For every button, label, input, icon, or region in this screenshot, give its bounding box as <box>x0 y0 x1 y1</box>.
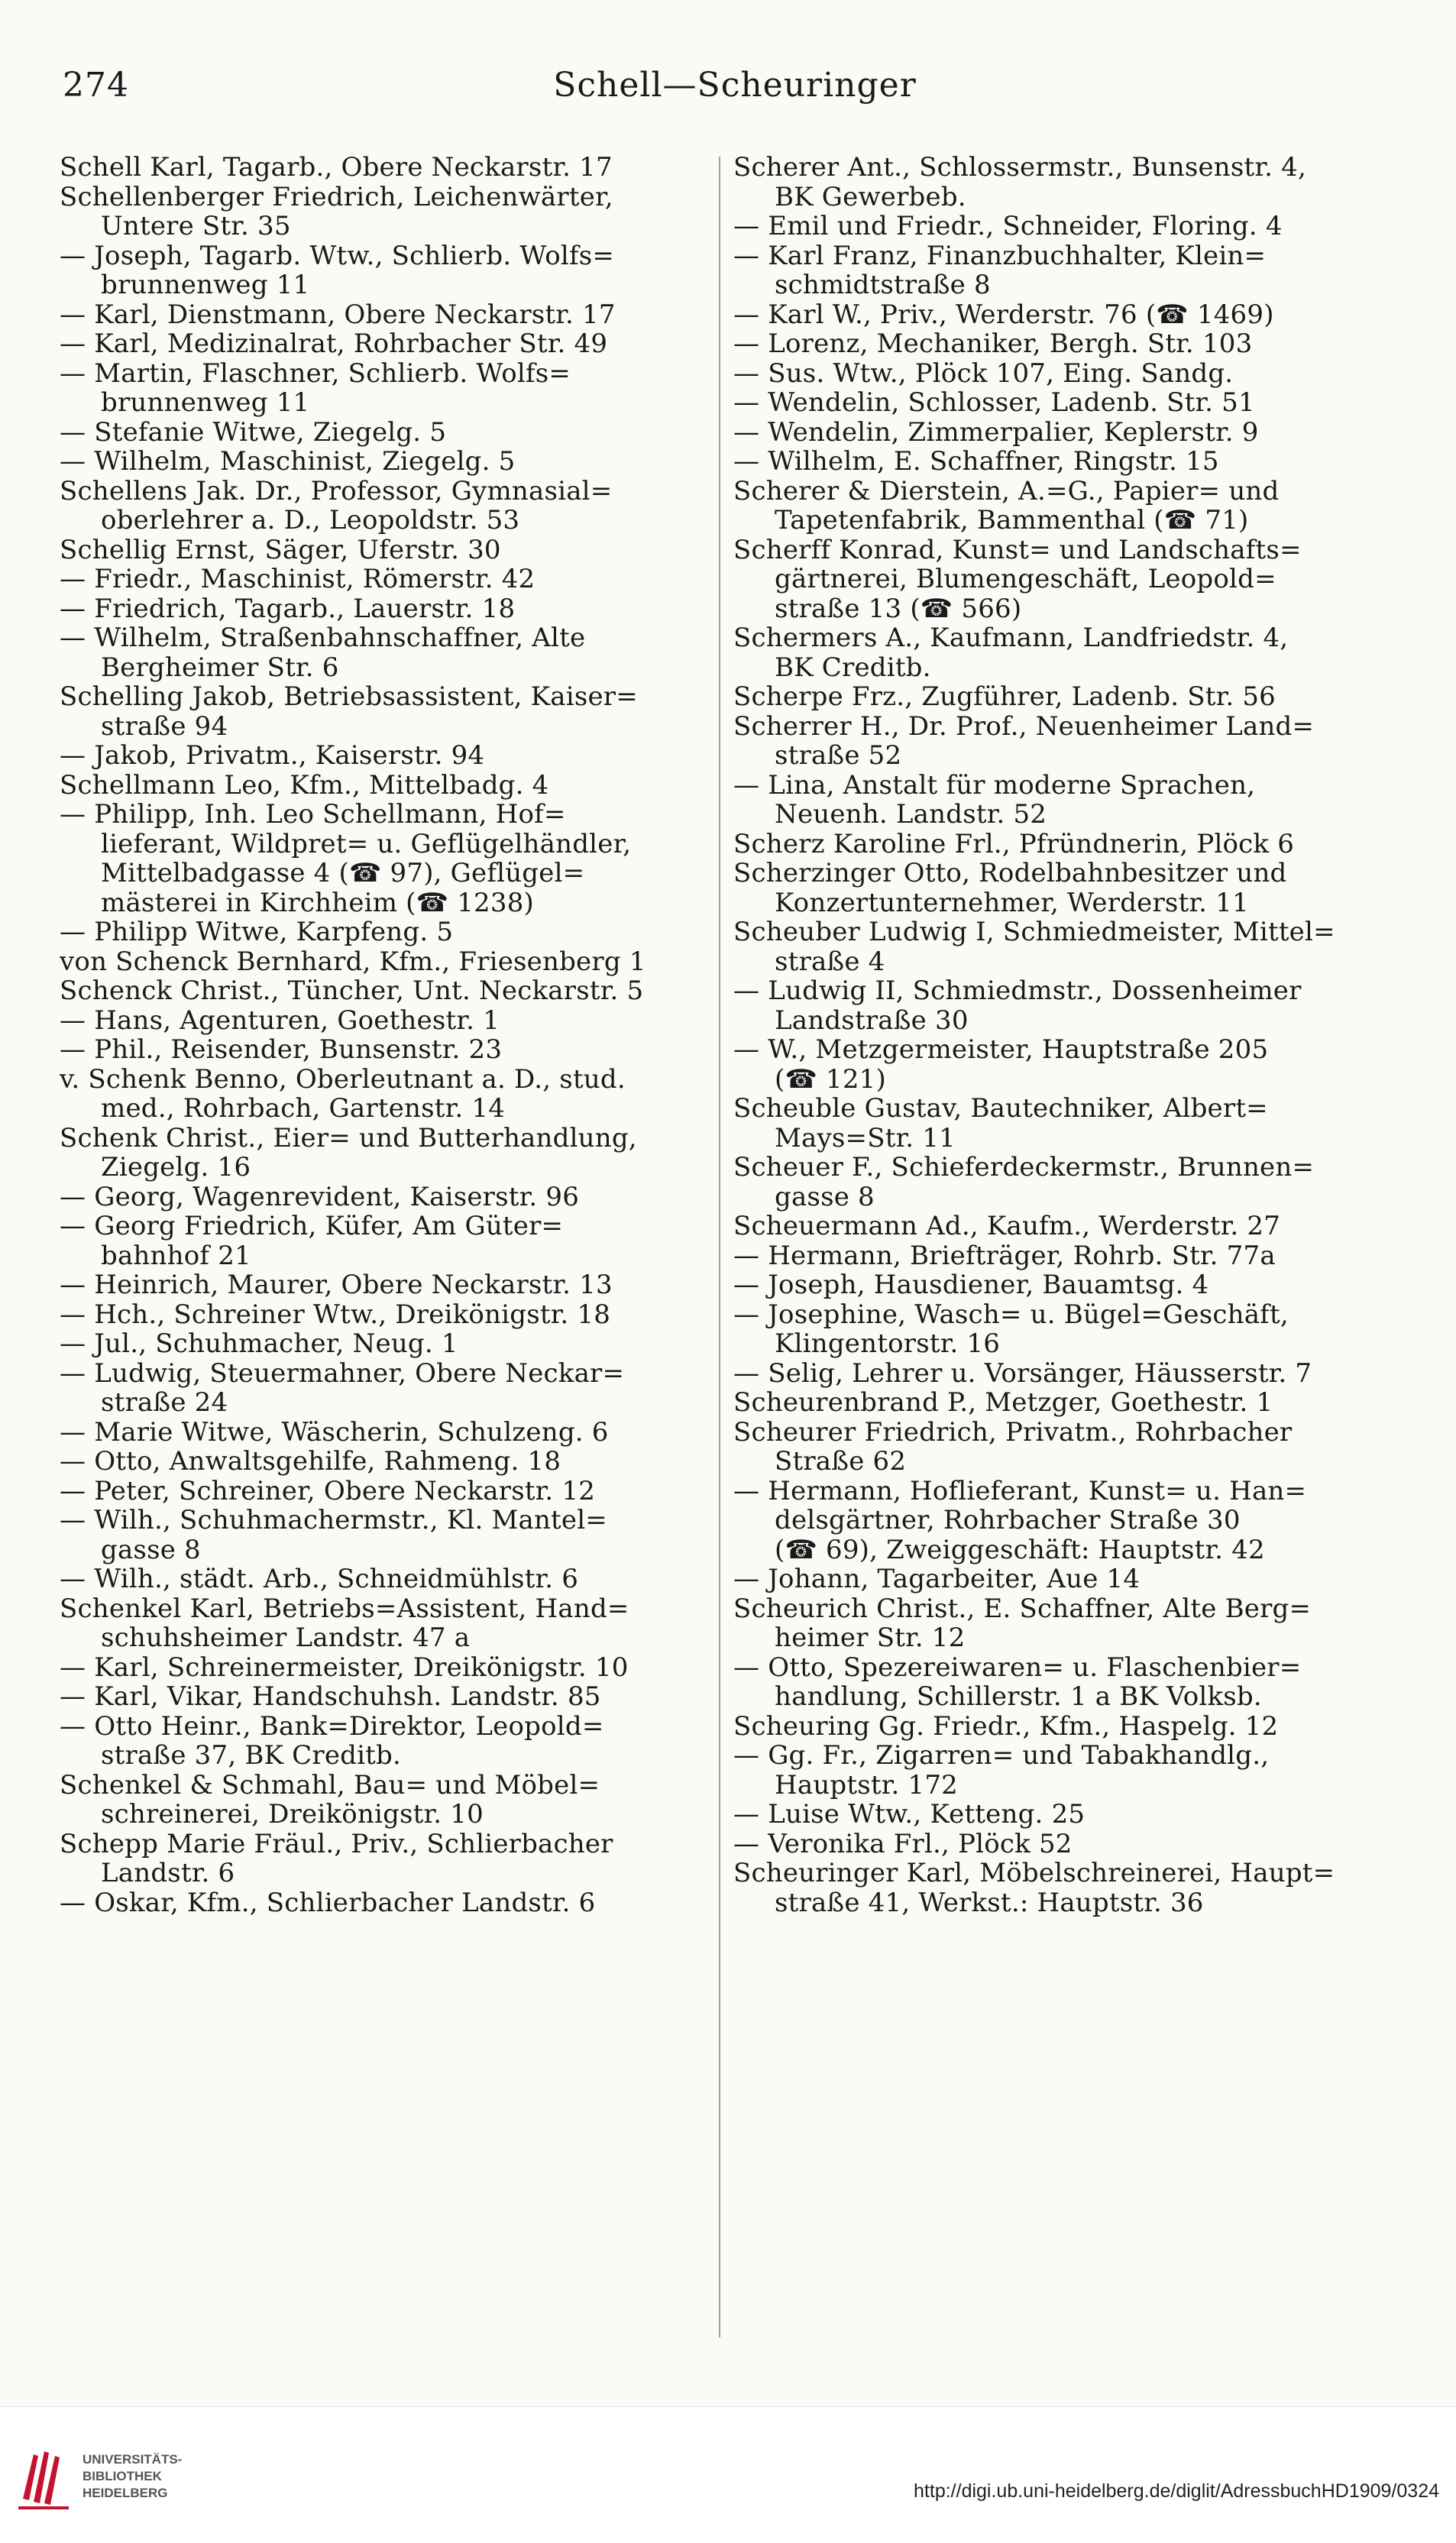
entry-continuation-line: delsgärtner, Rohrbacher Straße 30 <box>775 1506 1241 1535</box>
directory-entry <box>60 1183 739 1212</box>
entry-line: — Jul., Schuhmacher, Neug. 1 <box>60 1329 458 1359</box>
directory-entry <box>733 1712 1413 1742</box>
entry-continuation-line: schuhsheimer Landstr. 47 a <box>101 1623 471 1653</box>
directory-entry <box>733 535 1413 624</box>
entry-line: — Marie Witwe, Wäscherin, Schulzeng. 6 <box>60 1417 609 1447</box>
entry-line: — Oskar, Kfm., Schlierbacher Landstr. 6 <box>60 1888 596 1917</box>
entry-line: Schell Karl, Tagarb., Obere Neckarstr. 17 <box>60 153 613 183</box>
directory-entry <box>60 1506 739 1564</box>
directory-entry <box>60 1830 739 1888</box>
directory-entry <box>60 1594 739 1653</box>
directory-entry <box>733 1477 1413 1565</box>
directory-entry <box>733 1741 1413 1800</box>
directory-entry <box>60 1270 739 1300</box>
entry-line: — Karl, Schreinermeister, Dreikönigstr. 10 <box>60 1652 629 1682</box>
directory-entry <box>733 359 1413 389</box>
page-number: 274 <box>63 66 129 105</box>
directory-entry <box>733 1418 1413 1477</box>
directory-entry <box>60 800 739 917</box>
directory-entry <box>60 623 739 682</box>
directory-entry <box>60 1564 739 1594</box>
entry-continuation-line: straße 4 <box>775 946 885 976</box>
entry-continuation-line: med., Rohrbach, Gartenstr. 14 <box>101 1094 506 1124</box>
directory-entry <box>733 1800 1413 1830</box>
entry-line: Scherpe Frz., Zugführer, Ladenb. Str. 56 <box>733 682 1276 712</box>
entry-continuation-line: straße 13 (☎ 566) <box>775 594 1022 623</box>
directory-entry <box>733 712 1413 771</box>
entry-line: — Georg Friedrich, Küfer, Am Güter= <box>60 1212 564 1241</box>
library-name <box>83 2451 182 2502</box>
entry-line: — Ludwig, Steuermahner, Obere Neckar= <box>60 1358 625 1388</box>
entry-continuation-line: brunnenweg 11 <box>101 388 310 418</box>
entry-continuation-line: Mays=Str. 11 <box>775 1123 956 1153</box>
directory-entry <box>60 594 739 624</box>
directory-entry <box>733 1153 1413 1212</box>
entry-line: — Selig, Lehrer u. Vorsänger, Häusserstr. 7 <box>733 1358 1312 1388</box>
entry-line: Schellmann Leo, Kfm., Mittelbadg. 4 <box>60 770 549 800</box>
entry-continuation-line: handlung, Schillerstr. 1 a BK Volksb. <box>775 1682 1262 1712</box>
entry-line: Scherer & Dierstein, A.=G., Papier= und <box>733 476 1280 506</box>
entry-line: Schelling Jakob, Betriebsassistent, Kaiser= <box>60 682 638 712</box>
entry-line: — Karl W., Priv., Werderstr. 76 (☎ 1469) <box>733 299 1274 329</box>
entry-line: — W., Metzgermeister, Hauptstraße 205 <box>733 1035 1269 1065</box>
directory-entry <box>733 153 1413 212</box>
entry-line: — Lorenz, Mechaniker, Bergh. Str. 103 <box>733 329 1253 359</box>
directory-entry <box>60 1035 739 1065</box>
directory-entry <box>733 477 1413 535</box>
directory-entry <box>60 917 739 947</box>
directory-entry <box>733 623 1413 682</box>
entry-line: — Emil und Friedr., Schneider, Floring. 4 <box>733 212 1283 241</box>
entry-line: — Stefanie Witwe, Ziegelg. 5 <box>60 417 447 447</box>
library-name-line: HEIDELBERG <box>83 2486 168 2500</box>
entry-line: Schellenberger Friedrich, Leichenwärter, <box>60 182 613 212</box>
entry-line: Schenkel & Schmahl, Bau= und Möbel= <box>60 1770 600 1800</box>
directory-entry <box>60 1006 739 1036</box>
entry-continuation-line: lieferant, Wildpret= u. Geflügelhändler, <box>101 829 632 859</box>
entry-line: Schepp Marie Fräul., Priv., Schlierbacher <box>60 1829 613 1859</box>
entry-continuation-line: straße 94 <box>101 711 228 741</box>
directory-entry <box>733 300 1413 330</box>
entry-line: Scheuermann Ad., Kaufm., Werderstr. 27 <box>733 1212 1281 1241</box>
directory-entry <box>733 1359 1413 1389</box>
entry-continuation-line: Straße 62 <box>775 1447 907 1477</box>
entry-line: — Hans, Agenturen, Goethestr. 1 <box>60 1005 500 1035</box>
entry-continuation-line: schreinerei, Dreikönigstr. 10 <box>101 1800 484 1830</box>
entry-continuation-line: straße 24 <box>101 1388 228 1418</box>
entry-line: — Gg. Fr., Zigarren= und Tabakhandlg., <box>733 1741 1270 1771</box>
directory-entry <box>60 1300 739 1330</box>
directory-entry <box>733 1270 1413 1300</box>
entry-line: — Friedrich, Tagarb., Lauerstr. 18 <box>60 594 516 623</box>
directory-entry <box>733 859 1413 917</box>
entry-continuation-line: Konzertunternehmer, Werderstr. 11 <box>775 888 1249 917</box>
directory-entry <box>733 830 1413 859</box>
entry-line: Scheuber Ludwig I, Schmiedmeister, Mittel= <box>733 917 1335 947</box>
entry-line: — Wilh., Schuhmachermstr., Kl. Mantel= <box>60 1506 607 1535</box>
directory-entry <box>733 771 1413 830</box>
entry-line: — Luise Wtw., Ketteng. 25 <box>733 1800 1086 1830</box>
entry-line: — Otto, Spezereiwaren= u. Flaschenbier= <box>733 1652 1302 1682</box>
directory-entry <box>60 241 739 300</box>
entry-line: — Jakob, Privatm., Kaiserstr. 94 <box>60 741 485 771</box>
directory-entry <box>60 359 739 418</box>
right-column <box>733 153 1413 1917</box>
entry-line: Scherz Karoline Frl., Pfründnerin, Plöck 6 <box>733 829 1295 859</box>
directory-entry <box>60 447 739 477</box>
directory-entry <box>60 1712 739 1771</box>
entry-line: — Lina, Anstalt für moderne Sprachen, <box>733 770 1256 800</box>
entry-line: Scheuer F., Schieferdeckermstr., Brunnen= <box>733 1153 1315 1183</box>
entry-line: — Philipp, Inh. Leo Schellmann, Hof= <box>60 800 566 830</box>
entry-line: Scherer Ant., Schlossermstr., Bunsenstr. 4, <box>733 153 1306 183</box>
directory-entry <box>733 1653 1413 1712</box>
entry-continuation-line: (☎ 121) <box>775 1064 886 1094</box>
directory-entry <box>733 917 1413 976</box>
entry-line: — Hch., Schreiner Wtw., Dreikönigstr. 18 <box>60 1299 611 1329</box>
directory-entry <box>60 1418 739 1448</box>
entry-continuation-line: gärtnerei, Blumengeschäft, Leopold= <box>775 565 1276 594</box>
entry-continuation-line: brunnenweg 11 <box>101 270 310 300</box>
entry-line: — Friedr., Maschinist, Römerstr. 42 <box>60 565 535 594</box>
directory-entry <box>60 183 739 241</box>
entry-line: — Wilhelm, Straßenbahnschaffner, Alte <box>60 623 586 653</box>
directory-entry <box>733 1094 1413 1153</box>
directory-entry <box>733 1859 1413 1917</box>
entry-continuation-line: Hauptstr. 172 <box>775 1770 958 1800</box>
entry-continuation-line: Neuenh. Landstr. 52 <box>775 800 1047 830</box>
entry-continuation-line: schmidtstraße 8 <box>775 270 991 300</box>
entry-line: — Karl, Medizinalrat, Rohrbacher Str. 49 <box>60 329 608 359</box>
directory-entry <box>60 1477 739 1506</box>
entry-line: — Wilhelm, Maschinist, Ziegelg. 5 <box>60 447 516 477</box>
entry-line: Scheurich Christ., E. Schaffner, Alte Berg= <box>733 1593 1312 1623</box>
entry-continuation-line: oberlehrer a. D., Leopoldstr. 53 <box>101 506 520 535</box>
running-head <box>55 63 1415 108</box>
footer-bar <box>0 2406 1456 2543</box>
directory-entry <box>60 1329 739 1359</box>
entry-line: — Otto, Anwaltsgehilfe, Rahmeng. 18 <box>60 1447 561 1477</box>
entry-line: — Wilh., städt. Arb., Schneidmühlstr. 6 <box>60 1564 579 1594</box>
directory-entry <box>60 418 739 448</box>
directory-entry <box>733 1830 1413 1859</box>
entry-line: Scherzinger Otto, Rodelbahnbesitzer und <box>733 859 1287 888</box>
entry-continuation-line: mästerei in Kirchheim (☎ 1238) <box>101 888 534 917</box>
entry-line: — Wendelin, Schlosser, Ladenb. Str. 51 <box>733 388 1255 418</box>
entry-continuation-line: Klingentorstr. 16 <box>775 1329 1001 1359</box>
directory-entry <box>60 771 739 801</box>
entry-line: — Joseph, Tagarb. Wtw., Schlierb. Wolfs= <box>60 241 615 270</box>
entry-line: Schermers A., Kaufmann, Landfriedstr. 4, <box>733 623 1289 653</box>
directory-entry <box>733 1241 1413 1271</box>
entry-line: — Sus. Wtw., Plöck 107, Eing. Sandg. <box>733 358 1234 388</box>
entry-line: — Martin, Flaschner, Schlierb. Wolfs= <box>60 358 571 388</box>
entry-continuation-line: straße 52 <box>775 741 902 771</box>
entry-continuation-line: (☎ 69), Zweiggeschäft: Hauptstr. 42 <box>775 1535 1265 1564</box>
entry-line: Scheurer Friedrich, Privatm., Rohrbacher <box>733 1417 1293 1447</box>
directory-entry <box>733 1035 1413 1094</box>
entry-continuation-line: Tapetenfabrik, Bammenthal (☎ 71) <box>775 506 1249 535</box>
directory-entry <box>733 1212 1413 1241</box>
directory-entry <box>60 300 739 330</box>
directory-entry <box>60 535 739 565</box>
left-column <box>60 153 739 1917</box>
directory-entry <box>733 1594 1413 1653</box>
entry-line: — Georg, Wagenrevident, Kaiserstr. 96 <box>60 1182 580 1212</box>
university-library-logo-icon <box>15 2445 73 2509</box>
entry-line: Schellig Ernst, Säger, Uferstr. 30 <box>60 535 501 565</box>
entry-line: von Schenck Bernhard, Kfm., Friesenberg 1 <box>60 946 646 976</box>
entry-line: Scheuble Gustav, Bautechniker, Albert= <box>733 1094 1268 1124</box>
entry-line: Scheurenbrand P., Metzger, Goethestr. 1 <box>733 1388 1273 1418</box>
entry-continuation-line: Landstraße 30 <box>775 1005 969 1035</box>
page-title: Schell—Scheuringer <box>553 66 917 105</box>
entry-line: — Karl, Dienstmann, Obere Neckarstr. 17 <box>60 299 616 329</box>
directory-entry <box>60 947 739 977</box>
directory-entry <box>60 329 739 359</box>
directory-entry <box>733 241 1413 300</box>
entry-line: Schenk Christ., Eier= und Butterhandlung, <box>60 1123 637 1153</box>
directory-entry <box>733 418 1413 448</box>
entry-continuation-line: heimer Str. 12 <box>775 1623 966 1653</box>
entry-continuation-line: straße 37, BK Creditb. <box>101 1741 402 1771</box>
entry-line: Scheuring Gg. Friedr., Kfm., Haspelg. 12 <box>733 1711 1279 1741</box>
directory-entry <box>60 1771 739 1830</box>
entry-line: — Wilhelm, E. Schaffner, Ringstr. 15 <box>733 447 1219 477</box>
entry-continuation-line: Landstr. 6 <box>101 1859 235 1888</box>
entry-line: Schenkel Karl, Betriebs=Assistent, Hand= <box>60 1593 629 1623</box>
directory-entry <box>733 212 1413 241</box>
directory-entry <box>733 1564 1413 1594</box>
directory-entry <box>60 1653 739 1683</box>
entry-line: v. Schenk Benno, Oberleutnant a. D., stud. <box>60 1064 626 1094</box>
directory-entry <box>60 1212 739 1270</box>
entry-line: Schenck Christ., Tüncher, Unt. Neckarstr. 5 <box>60 976 644 1006</box>
entry-line: — Josephine, Wasch= u. Bügel=Geschäft, <box>733 1299 1289 1329</box>
directory-entry <box>733 447 1413 477</box>
library-name-line: BIBLIOTHEK <box>83 2469 162 2483</box>
entry-continuation-line: gasse 8 <box>775 1182 875 1212</box>
entry-line: — Hermann, Briefträger, Rohrb. Str. 77a <box>733 1241 1276 1270</box>
directory-entry <box>60 153 739 183</box>
entry-continuation-line: bahnhof 21 <box>101 1241 251 1270</box>
entry-line: Scherff Konrad, Kunst= und Landschafts= <box>733 535 1302 565</box>
entry-line: — Peter, Schreiner, Obere Neckarstr. 12 <box>60 1476 596 1506</box>
directory-entry <box>60 565 739 594</box>
directory-entry <box>733 1300 1413 1359</box>
entry-continuation-line: Ziegelg. 16 <box>101 1153 251 1183</box>
directory-entry <box>60 1065 739 1124</box>
entry-line: Scheuringer Karl, Möbelschreinerei, Haupt= <box>733 1859 1335 1888</box>
directory-entry <box>60 1359 739 1418</box>
directory-entry <box>60 741 739 771</box>
entry-line: — Karl Franz, Finanzbuchhalter, Klein= <box>733 241 1267 270</box>
directory-entry <box>733 388 1413 418</box>
directory-entry <box>60 1124 739 1183</box>
entry-line: — Philipp Witwe, Karpfeng. 5 <box>60 917 454 947</box>
entry-line: — Joseph, Hausdiener, Bauamtsg. 4 <box>733 1270 1209 1300</box>
entry-continuation-line: BK Gewerbeb. <box>775 182 966 212</box>
entry-continuation-line: straße 41, Werkst.: Hauptstr. 36 <box>775 1888 1204 1917</box>
directory-entry <box>60 682 739 741</box>
directory-entry <box>733 1388 1413 1418</box>
directory-entry <box>60 1447 739 1477</box>
directory-entry <box>733 329 1413 359</box>
directory-entry <box>60 1682 739 1712</box>
entry-line: — Karl, Vikar, Handschuhsh. Landstr. 85 <box>60 1682 601 1712</box>
directory-entry <box>733 682 1413 712</box>
library-name-line: UNIVERSITÄTS- <box>83 2452 183 2467</box>
entry-line: — Phil., Reisender, Bunsenstr. 23 <box>60 1035 503 1065</box>
entry-continuation-line: Mittelbadgasse 4 (☎ 97), Geflügel= <box>101 859 585 888</box>
entry-line: — Hermann, Hoflieferant, Kunst= u. Han= <box>733 1476 1307 1506</box>
entry-line: — Wendelin, Zimmerpalier, Keplerstr. 9 <box>733 417 1259 447</box>
directory-entry <box>60 976 739 1006</box>
column-divider <box>719 157 720 2338</box>
directory-entry <box>733 976 1413 1035</box>
entry-continuation-line: BK Creditb. <box>775 652 931 682</box>
entry-continuation-line: Bergheimer Str. 6 <box>101 652 339 682</box>
entry-continuation-line: gasse 8 <box>101 1535 201 1564</box>
source-url-link[interactable]: http://digi.ub.uni-heidelberg.de/diglit/AdressbuchHD1909/0324 <box>914 2480 1439 2502</box>
entry-line: — Veronika Frl., Plöck 52 <box>733 1829 1073 1859</box>
directory-entry <box>60 477 739 535</box>
entry-continuation-line: Untere Str. 35 <box>101 212 291 241</box>
entry-line: — Ludwig II, Schmiedmstr., Dossenheimer <box>733 976 1302 1006</box>
entry-line: Scherrer H., Dr. Prof., Neuenheimer Land= <box>733 711 1315 741</box>
entry-line: — Otto Heinr., Bank=Direktor, Leopold= <box>60 1711 604 1741</box>
entry-line: Schellens Jak. Dr., Professor, Gymnasial= <box>60 476 613 506</box>
entry-line: — Heinrich, Maurer, Obere Neckarstr. 13 <box>60 1270 613 1300</box>
entry-line: — Johann, Tagarbeiter, Aue 14 <box>733 1564 1141 1594</box>
directory-entry <box>60 1888 739 1918</box>
